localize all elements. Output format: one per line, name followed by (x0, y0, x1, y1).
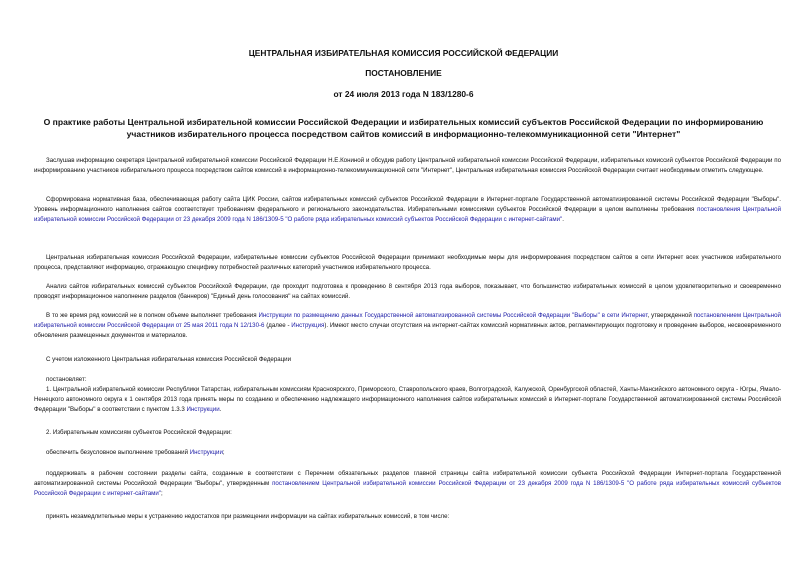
paragraph (34, 469, 781, 499)
paragraph (34, 311, 781, 341)
paragraph: Анализ сайтов избирательных комиссий субъектов Российской Федерации, где проходит подготовка к проведению 8 сентября 2013 года выборов, показывает, что большинство избирательных комиссий в целом удовлетворительно и своевременно проводят информационное наполнение разделов (баннеров) "Единый день голосования" на сайтах комиссий. (34, 283, 781, 300)
paragraph: 2. Избирательным комиссиям субъектов Российской Федерации: (46, 429, 232, 436)
paragraph-text: Сформирована нормативная база, обеспечивающая работу сайта ЦИК России, сайтов избирательных комиссий субъектов Российской Федерации в Интернет-портале Государственной автоматизированной системы Российской Федерации "Выборы". Уровень информационного наполнения сайтов соответствует требованиям федерального и регионального законодательства. Избирательными комиссиями субъектов Российской Федерации в целом выполнены требования (34, 196, 781, 213)
paragraph-text: ; (222, 449, 225, 456)
paragraph-text: 1. Центральной избирательной комиссии Республики Татарстан, избирательным комиссиям Красноярского, Приморского, Ставропольского краев, Волгоградской, Калужской, Оренбургской областей, Ханты-Мансийского автономного округа - Югры, Ямало-Ненецкого автономного округа к 1 сентября 2013 года принять меры по созданию и обеспечению надлежащего информационного наполнения сайтов избирательных комиссий в Интернет-портале Государственной автоматизированной системы Российской Федерации "Выборы" в соответствии с пунктом 1.3.3 (34, 386, 781, 413)
paragraph-text: ). Имеют место случаи отсутствия на интернет-сайтах комиссий нормативных актов, регламентирующих подготовку и проведение выборов, несвоевременного обновления размещенных документов и материалов. (34, 322, 781, 339)
resolution-link[interactable]: постановлением Центральной избирательной комиссии Российской Федерации от 25 мая 2011 года N 12/130-6 (34, 312, 781, 329)
organization-heading: ЦЕНТРАЛЬНАЯ ИЗБИРАТЕЛЬНАЯ КОМИССИЯ РОССИЙСКОЙ ФЕДЕРАЦИИ (248, 48, 559, 58)
paragraph-text: . (562, 216, 564, 223)
paragraph: постановляет: (46, 376, 87, 383)
paragraph-text: ; (161, 490, 163, 497)
paragraph-text: В то же время ряд комиссий не в полном объеме выполняет требования (46, 312, 259, 319)
document-link[interactable]: постановления Центральной избирательной комиссии Российской Федерации от 23 декабря 2009 года N 186/1309-5 "О работе ряда избирательных комиссий субъектов Российской Федерации с интернет-сайтами" (34, 206, 782, 223)
document-title: О практике работы Центральной избирательной комиссии Российской Федерации и избирательных комиссий субъектов Российской Федерации по информированию участников избирательного процесса посредством сайтов комиссий в информационно-телекоммуникационной сети "Интернет" (43, 117, 764, 139)
paragraph (34, 385, 781, 415)
paragraph-text: , утвержденной (647, 312, 694, 319)
paragraph (34, 448, 781, 458)
date-number-heading: от 24 июля 2013 года N 183/1280-6 (333, 89, 474, 99)
resolution-link[interactable]: постановлением Центральной избирательной комиссии Российской Федерации от 23 декабря 2009 года N 186/1309-5 "О работе ряда избирательных комиссий субъектов Российской Федерации с интернет-сайтами" (34, 480, 781, 497)
paragraph-text: (далее - (264, 322, 292, 329)
paragraph: принять незамедлительные меры к устранению недостатков при размещении информации на сайтах избирательных комиссий, в том числе: (46, 513, 450, 520)
paragraph-text: поддерживать в рабочем состоянии разделы сайта, созданные в соответствии с Перечнем обязательных разделов главной страницы сайта избирательной комиссии субъекта Российской Федерации Интернет-портала Государственной автоматизированной системы Российской Федерации "Выборы", утвержденным (34, 470, 781, 487)
instruction-short-link[interactable]: Инструкция (291, 322, 325, 329)
instruction-link[interactable]: Инструкции по размещению данных Государственной автоматизированной системы Российской Федерации "Выборы" в сети Интернет (258, 312, 648, 319)
document-type-heading: ПОСТАНОВЛЕНИЕ (365, 68, 442, 78)
paragraph: Заслушав информацию секретаря Центральной избирательной комиссии Российской Федерации Н.Е.Кониной и обсудив работу Центральной избирательной комиссии Российской Федерации, избирательных комиссий субъектов Российской Федерации по информированию участников избирательного процесса посредством сайтов комиссий в информационно-телекоммуникационной сети "Интернет", Центральная избирательная комиссия Российской Федерации считает необходимым отметить следующее. (34, 157, 781, 174)
paragraph-text: обеспечить безусловное выполнение требований (46, 449, 190, 456)
paragraph: С учетом изложенного Центральная избирательная комиссия Российской Федерации (46, 356, 292, 363)
paragraph: Центральная избирательная комиссия Российской Федерации, избирательные комиссии субъектов Российской Федерации принимают необходимые меры для информирования посредством сайтов в сети Интернет всех участников избирательного процесса, представляют информацию, отражающую специфику потребностей различных категорий участников избирательного процесса. (34, 254, 781, 271)
paragraph (34, 195, 781, 225)
paragraph-text: . (219, 406, 222, 413)
instruction-link[interactable]: Инструкции (186, 406, 220, 413)
instruction-link[interactable]: Инструкции (189, 449, 223, 456)
